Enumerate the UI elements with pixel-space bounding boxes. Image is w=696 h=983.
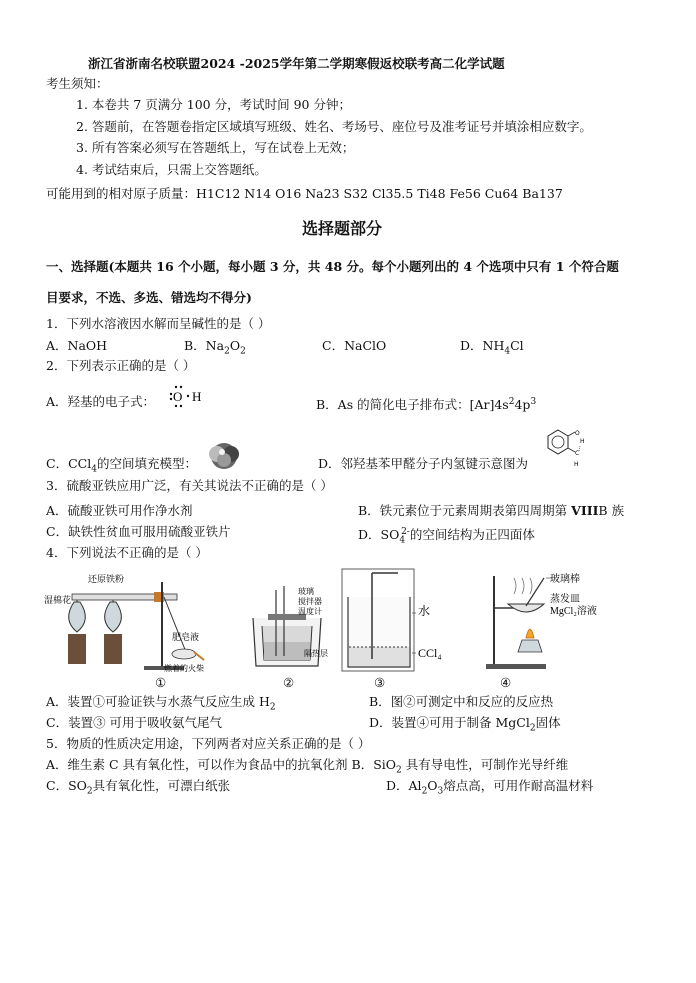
- q2-option-c: C．CCl$_4$的空间填充模型：: [46, 456, 197, 475]
- fig2-label-thermometer: 温度计: [298, 607, 322, 616]
- fig1-label-soap: 肥皂液: [172, 632, 200, 642]
- q3-option-b: B．铁元素位于元素周期表第四周期第 VIIIB 族: [358, 503, 625, 518]
- salicylaldehyde-structure: [544, 424, 588, 472]
- q5-option-d: D．$Al_2O_3$熔点高，可用作耐高温材料: [386, 778, 594, 797]
- svg-text:H: H: [574, 461, 579, 468]
- q1-option-c: C．NaClO: [322, 338, 387, 353]
- q2-option-a: A．羟基的电子式：: [46, 394, 156, 409]
- svg-text:C: C: [575, 450, 580, 457]
- fig1-label-wet-cotton: 湿棉花: [44, 595, 72, 605]
- apparatus-4: [486, 568, 636, 676]
- apparatus-1: [44, 572, 214, 676]
- apparatus-2: [248, 580, 338, 674]
- q5-stem: 5．物质的性质决定用途，下列两者对应关系正确的是（ ）: [46, 736, 371, 751]
- part-instructions-cont: 目要求，不选、多选、错选均不得分): [46, 290, 252, 305]
- exam-title: 浙江省浙南名校联盟2024 -2025学年第二学期寒假返校联考高二化学试题: [88, 56, 505, 71]
- q1-option-a: A．NaOH: [46, 338, 108, 353]
- q3-option-c: C．缺铁性贫血可服用硫酸亚铁片: [46, 524, 231, 539]
- q2-option-d: D．邻羟基苯甲醛分子内氢键示意图为: [318, 456, 529, 471]
- part-instructions: 一、选择题(本题共 16 个小题，每小题 3 分，共 48 分。每个小题列出的 4 个选项中只有 1 个符合题: [46, 259, 619, 274]
- fig1-label-iron-powder: 还原铁粉: [88, 574, 125, 584]
- notice-item: 2. 答题前，在答题卷指定区域填写班级、姓名、考场号、座位号及准考证号并填涂相应数字。: [76, 119, 592, 134]
- fig2-label-glass: 玻璃: [298, 587, 314, 596]
- section-title: 选择题部分: [302, 219, 383, 238]
- svg-text:H: H: [192, 389, 202, 404]
- fig-number-3: ③: [374, 675, 386, 690]
- q4-option-b: B．图②可测定中和反应的反应热: [369, 694, 554, 709]
- svg-text:H: H: [580, 438, 585, 445]
- notice-heading: 考生须知：: [46, 76, 109, 91]
- q1-stem: 1．下列水溶液因水解而呈碱性的是（ ）: [46, 316, 271, 331]
- q2-stem: 2．下列表示正确的是（ ）: [46, 358, 196, 373]
- fig4-label-glass-rod: 玻璃棒: [550, 574, 580, 585]
- q5-option-a-b: A．维生素 C 具有氧化性，可以作为食品中的抗氧化剂 B．SiO$_2$ 具有导电性，可制作光导纤维: [46, 757, 569, 776]
- q4-option-d: D．装置④可用于制备 MgCl$_2$固体: [369, 715, 561, 734]
- q3-stem: 3．硫酸亚铁应用广泛，有关其说法不正确的是（ ）: [46, 478, 333, 493]
- q4-option-a: A．装置①可验证铁与水蒸气反应生成 $H_2$: [46, 694, 276, 713]
- notice-item: 1. 本卷共 7 页满分 100 分，考试时间 90 分钟；: [76, 97, 351, 112]
- fig4-label-mgcl2: MgCl₂溶液: [550, 606, 597, 617]
- q1-option-b: B．$Na_2O_2$: [184, 338, 246, 357]
- q5-option-c: C．$SO_2$具有氧化性，可漂白纸张: [46, 778, 231, 797]
- fig1-label-match: 燃着的火柴: [164, 664, 204, 672]
- fig2-label-insulation: 隔热层: [304, 649, 328, 658]
- q3-option-d: D．$SO_4^{2-}$的空间结构为正四面体: [358, 527, 535, 546]
- fig3-label-ccl4: CCl₄: [418, 646, 442, 660]
- fig2-label-stirrer: 搅拌器: [298, 597, 322, 606]
- fig-number-1: ①: [155, 675, 167, 690]
- q3-option-a: A．硫酸亚铁可用作净水剂: [46, 503, 193, 518]
- notice-item: 4. 考试结束后，只需上交答题纸。: [76, 162, 267, 177]
- fig3-label-water: 水: [418, 604, 431, 618]
- fig-number-2: ②: [283, 675, 295, 690]
- fig4-label-dish: 蒸发皿: [550, 594, 580, 605]
- svg-text:O: O: [575, 430, 580, 437]
- q2-option-b: B．As 的简化电子排布式：$[Ar]4s^24p^3$: [316, 397, 537, 413]
- q1-option-d: D．$NH_4Cl$: [460, 338, 524, 357]
- hydroxyl-electron-formula: [168, 381, 208, 415]
- svg-text:O: O: [173, 389, 183, 404]
- q4-option-c: C．装置③ 可用于吸收氨气尾气: [46, 715, 223, 730]
- apparatus-3: [340, 567, 450, 677]
- atomic-masses: 可能用到的相对原子质量：H1C12 N14 O16 Na23 S32 Cl35.5 Ti48 Fe56 Cu64 Ba137: [46, 186, 563, 201]
- ccl4-space-filling-model: [207, 440, 241, 476]
- notice-item: 3. 所有答案必须写在答题纸上，写在试卷上无效；: [76, 140, 355, 155]
- fig-number-4: ④: [500, 675, 512, 690]
- q4-stem: 4．下列说法不正确的是（ ）: [46, 545, 208, 560]
